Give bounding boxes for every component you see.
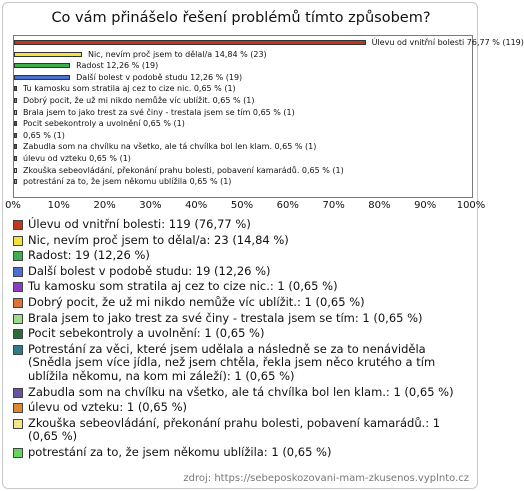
bar-label-1: Nic, nevím proč jsem to dělal/a 14,84 % (23) (87, 49, 267, 59)
legend-label: potrestání za to, že jsem někomu ublížila: 1 (0,65 %) (28, 444, 332, 459)
legend-label: Nic, nevím proč jsem to dělal/a: 23 (14,84 %) (28, 232, 289, 247)
x-tick-label: 100% (456, 200, 486, 211)
source-link[interactable]: zdroj: https://sebeposkozovani-mam-zkusenos.vyplnto.cz (183, 473, 469, 484)
bar-4 (14, 86, 17, 91)
legend-item (13, 249, 473, 263)
legend-swatch (13, 236, 23, 246)
bar-7 (14, 121, 17, 126)
legend-item (13, 417, 473, 444)
legend-swatch (13, 220, 23, 230)
bar-label-11: Zkouška sebeovládání, překonání prahu bolesti, pobavení kamarádů. 0,65 % (1) (23, 165, 344, 175)
bar-11 (14, 168, 17, 173)
bar-label-4: Tu kamosku som stratila aj cez to cize nic. 0,65 % (1) (23, 84, 236, 94)
legend-swatch (13, 282, 23, 292)
x-tick-label: 70% (322, 200, 345, 211)
legend-item (13, 446, 473, 460)
x-tick-label: 0% (5, 200, 21, 211)
bar-label-10: úlevu od vzteku 0,65 % (1) (23, 154, 131, 163)
legend-item (13, 296, 473, 310)
legend-item (13, 265, 473, 279)
legend-item (13, 343, 473, 384)
legend-label: Zkouška sebeovládání, překonání prahu bolesti, pobavení kamarádů.: 1 (0,65 %) (28, 415, 441, 444)
bar-label-3: Další bolest v podobě studu 12,26 % (19) (76, 72, 243, 82)
legend-label: Úlevu od vnitřní bolesti: 119 (76,77 %) (28, 217, 251, 231)
x-tick-label: 20% (93, 200, 116, 211)
legend-label: úlevu od vzteku: 1 (0,65 %) (28, 400, 187, 415)
legend-swatch (13, 298, 23, 308)
legend-label: Brala jsem to jako trest za své činy - trestala jsem se tím: 1 (0,65 %) (28, 310, 423, 325)
legend-item (13, 234, 473, 248)
chart-frame (2, 2, 524, 489)
bar-label-0: Úlevu od vnitřní bolesti 76,77 % (119) (371, 38, 524, 47)
bar-label-6: Brala jsem to jako trest za své činy - trestala jsem se tím 0,65 % (1) (23, 107, 295, 117)
x-tick-label: 50% (230, 200, 254, 211)
bar-8 (14, 133, 17, 138)
bar-label-5: Dobrý pocit, že už mi nikdo nemůže víc ublížit. 0,65 % (1) (23, 96, 255, 105)
bar-label-2: Radost 12,26 % (19) (76, 61, 159, 71)
legend-swatch (13, 403, 23, 413)
legend-swatch (13, 329, 23, 339)
bar-1 (14, 52, 82, 57)
legend-item (13, 386, 473, 400)
legend-label: Radost: 19 (12,26 %) (28, 248, 150, 263)
legend-swatch (13, 419, 23, 429)
legend-label: Další bolest v podobě studu: 19 (12,26 %) (28, 263, 271, 278)
x-axis-ticks (3, 200, 486, 214)
legend-swatch (13, 448, 23, 458)
bar-3 (14, 75, 70, 80)
legend-item (13, 280, 473, 294)
legend-label: Potrestání za věci, které jsem udělala a následně se za to nenáviděla (Snědla jsem více jídla, než jsem chtěla, řekla jsem něco krutého a tím ublížila někomu, na kom mi záleží): 1 (0,65 %) (28, 341, 436, 383)
legend-swatch (13, 388, 23, 398)
legend-item (13, 218, 473, 232)
bar-2 (14, 63, 70, 68)
bar-label-8: 0,65 % (1) (23, 130, 65, 140)
legend (13, 218, 473, 462)
bar-5 (14, 98, 17, 103)
x-tick-label: 30% (139, 200, 162, 211)
legend-swatch (13, 251, 23, 261)
bar-0 (14, 40, 366, 45)
x-tick-label: 80% (368, 200, 391, 211)
x-tick-label: 10% (47, 200, 70, 211)
legend-label: Dobrý pocit, že už mi nikdo nemůže víc ublížit.: 1 (0,65 %) (28, 294, 365, 309)
bar-12 (14, 179, 17, 184)
bar-6 (14, 110, 17, 115)
legend-item (13, 312, 473, 326)
x-tick-label: 60% (276, 200, 299, 211)
bar-10 (14, 156, 17, 161)
x-tick-label: 90% (414, 200, 437, 211)
legend-swatch (13, 314, 23, 324)
legend-swatch (13, 267, 23, 277)
legend-swatch (13, 345, 23, 355)
legend-item (13, 327, 473, 341)
bar-label-9: Zabudla som na chvílku na všetko, ale tá chvílka bol len klam. 0,65 % (1) (23, 142, 317, 152)
plot-area (13, 35, 524, 198)
bar-label-12: potrestání za to, že jsem někomu ublížila 0,65 % (1) (23, 177, 232, 187)
legend-label: Tu kamosku som stratila aj cez to cize nic.: 1 (0,65 %) (28, 279, 338, 294)
legend-item (13, 401, 473, 415)
bar-9 (14, 144, 17, 149)
bar-label-7: Pocit sebekontroly a uvolnění 0,65 % (1) (23, 119, 185, 129)
x-tick-label: 40% (185, 200, 208, 211)
legend-label: Pocit sebekontroly a uvolnění: 1 (0,65 %) (28, 326, 265, 341)
chart-title: Co vám přinášelo řešení problémů tímto způsobem? (51, 10, 431, 26)
legend-label: Zabudla som na chvílku na všetko, ale tá chvílka bol len klam.: 1 (0,65 %) (28, 384, 454, 399)
